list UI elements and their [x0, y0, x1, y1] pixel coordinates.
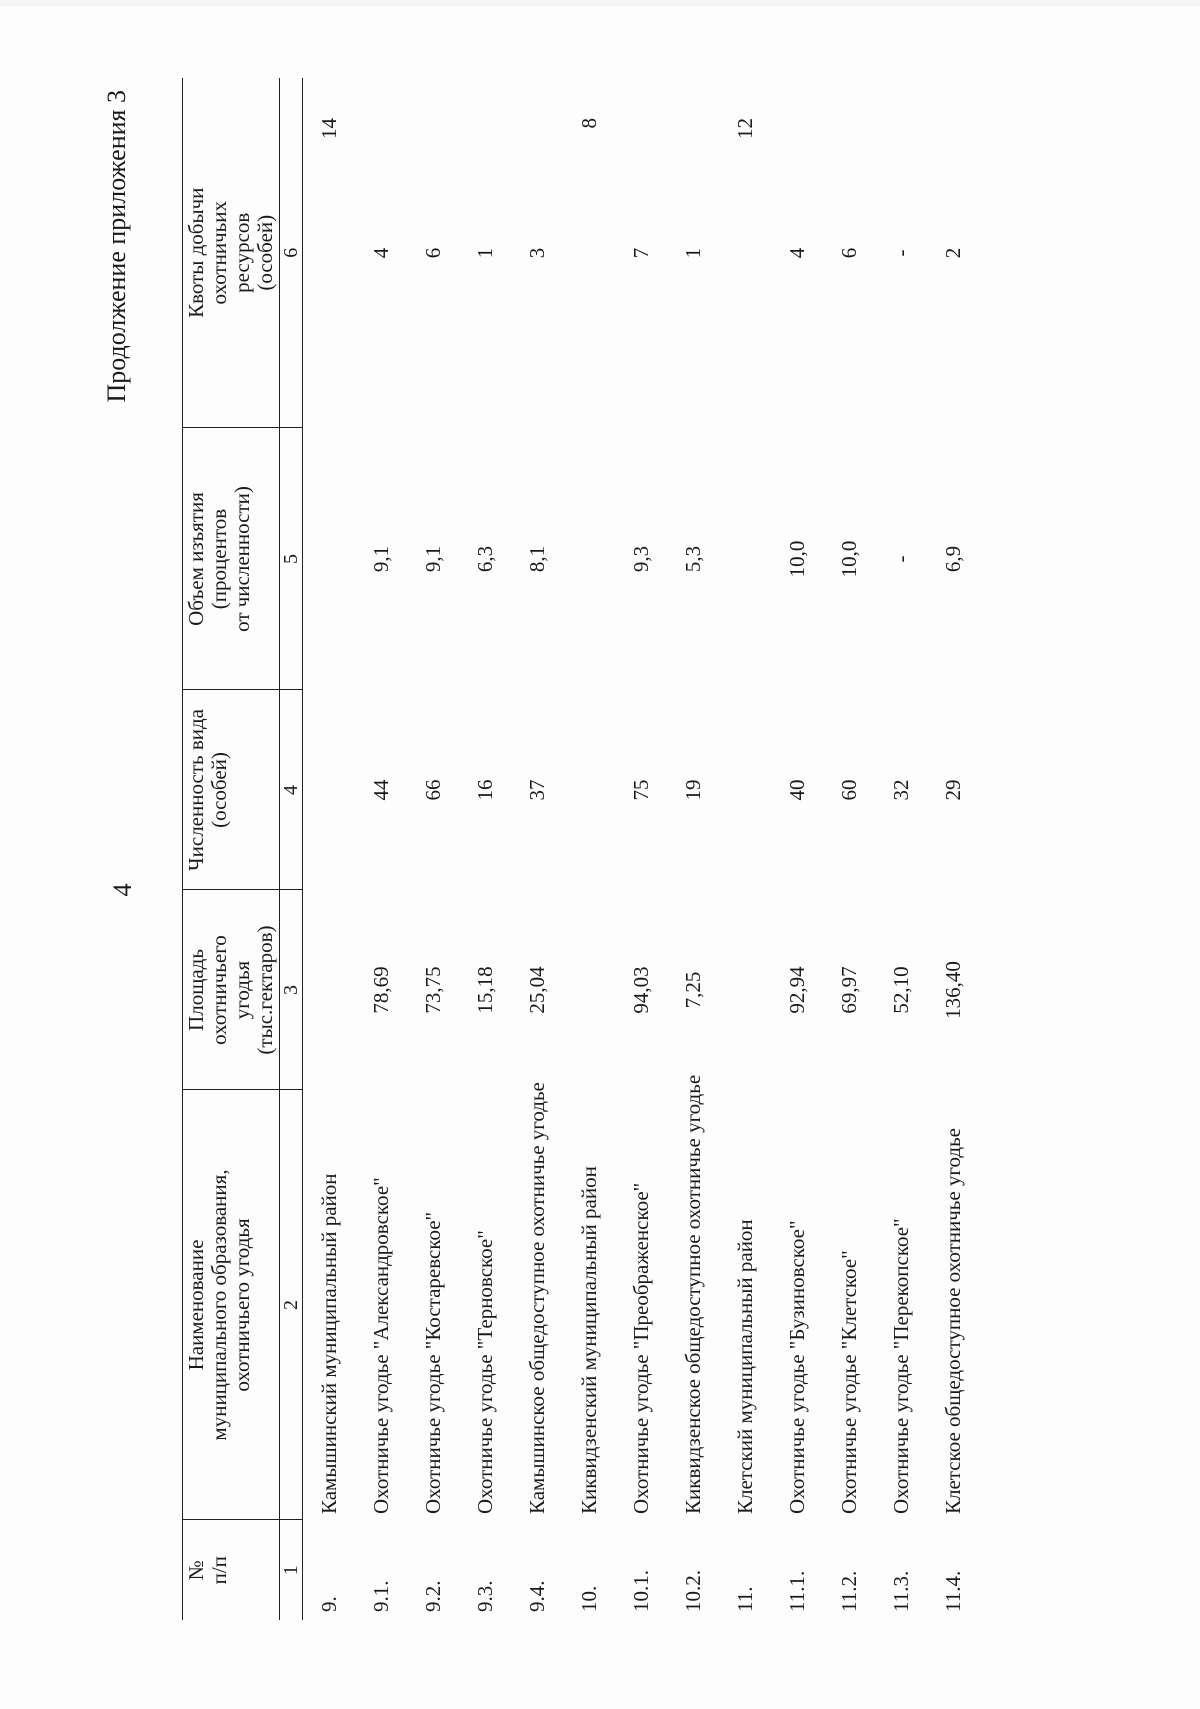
- row-quota-cell: 4: [368, 247, 393, 259]
- row-count-cell: [303, 690, 356, 890]
- row-quota-cell: 8: [576, 118, 601, 129]
- row-quota-cell: 1: [680, 247, 705, 259]
- row-number-cell: 11.4.: [940, 1570, 965, 1612]
- table-row: [407, 78, 459, 1620]
- row-count-cell: 40: [784, 779, 809, 801]
- row-quota-cell: 6: [420, 247, 445, 259]
- row-percent-cell: 10,0: [784, 540, 809, 578]
- row-name-cell: Клетское общедоступное охотничье угодье: [940, 1128, 965, 1514]
- row-number-cell: 9.1.: [368, 1580, 393, 1612]
- row-quota-cell: 7: [628, 247, 653, 259]
- row-quota-cell: 6: [836, 247, 861, 259]
- row-area-cell: 52,10: [888, 966, 913, 1014]
- row-area-cell: 7,25: [680, 971, 705, 1009]
- column-number: 3: [280, 890, 303, 1090]
- header-count: Численность вида (особей): [183, 690, 280, 890]
- row-name-cell: Клетский муниципальный район: [732, 1219, 757, 1514]
- row-name-cell: Охотничье угодье "Преображенское": [628, 1182, 653, 1514]
- table-row: [563, 78, 615, 1620]
- row-quota-cell: 14: [316, 118, 341, 139]
- table-row: [823, 78, 875, 1620]
- row-percent-cell: 9,1: [420, 545, 445, 573]
- row-count-cell: 60: [836, 779, 861, 801]
- row-name-cell: Охотничье угодье "Перекопское": [888, 1218, 913, 1514]
- row-number-cell: 11.: [732, 1586, 757, 1612]
- rotated-content: [100, 50, 1100, 1650]
- row-number-cell: 10.2.: [680, 1570, 705, 1612]
- row-name-cell: Охотничье угодье "Клетское": [836, 1250, 861, 1514]
- row-percent-cell: 9,1: [368, 545, 393, 573]
- row-name-cell: Киквидзенское общедоступное охотничье угодье: [680, 1074, 705, 1514]
- row-area-cell: 69,97: [836, 966, 861, 1014]
- row-area-cell: 73,75: [420, 966, 445, 1014]
- row-number-cell: 11.1.: [784, 1570, 809, 1612]
- row-quota-cell: 2: [940, 247, 965, 259]
- row-number-cell: 10.: [576, 1585, 601, 1612]
- header-name: Наименование муниципального образования, охотничьего угодья: [183, 1090, 280, 1520]
- row-percent-cell: 6,9: [940, 545, 965, 573]
- row-count-cell: 32: [888, 779, 913, 801]
- row-number-cell: 11.3.: [888, 1570, 913, 1612]
- scan-edge: [0, 0, 1200, 6]
- row-area-cell: [303, 890, 356, 1090]
- row-percent-cell: 6,3: [472, 545, 497, 573]
- row-count-cell: 66: [420, 779, 445, 801]
- row-area-cell: 25,04: [524, 966, 549, 1014]
- table-row: [303, 78, 356, 1620]
- row-area-cell: 15,18: [472, 966, 497, 1014]
- row-percent-cell: 9,3: [628, 545, 653, 573]
- row-percent-cell: [563, 428, 615, 690]
- column-number: 4: [280, 690, 303, 890]
- row-count-cell: 16: [472, 779, 497, 801]
- row-quota-cell: 3: [524, 247, 549, 259]
- quota-table: [182, 78, 979, 1620]
- table-row: [875, 78, 927, 1620]
- row-name-cell: Камышинское общедоступное охотничье угодье: [524, 1082, 549, 1514]
- row-area-cell: 94,03: [628, 966, 653, 1014]
- row-count-cell: 29: [940, 779, 965, 801]
- row-count-cell: [563, 690, 615, 890]
- column-number-row: [280, 78, 303, 1620]
- row-name-cell: Охотничье угодье "Костаревское": [420, 1211, 445, 1514]
- row-name-cell: Охотничье угодье "Александровское": [368, 1177, 393, 1514]
- table-row: [615, 78, 667, 1620]
- appendix-continuation-note: Продолжение приложения 3: [102, 90, 131, 403]
- row-number-cell: 10.1.: [628, 1570, 653, 1612]
- header-percent: Объем изъятия (процентов от численности): [183, 428, 280, 690]
- row-quota-cell: 4: [784, 247, 809, 259]
- table-header-row: [183, 78, 280, 1620]
- table-row: [459, 78, 511, 1620]
- row-area-cell: 92,94: [784, 966, 809, 1014]
- row-number-cell: 9.: [316, 1596, 341, 1612]
- row-number-cell: 9.3.: [472, 1580, 497, 1612]
- row-quota-cell: 12: [732, 118, 757, 139]
- row-number-cell: 9.4.: [524, 1580, 549, 1612]
- row-percent-cell: 5,3: [680, 545, 705, 573]
- column-number: 5: [280, 428, 303, 690]
- page-number: 4: [108, 883, 137, 897]
- row-area-cell: 78,69: [368, 966, 393, 1014]
- table-row: [667, 78, 719, 1620]
- row-count-cell: 75: [628, 779, 653, 801]
- row-count-cell: 37: [524, 779, 549, 801]
- column-number: 1: [280, 1520, 303, 1620]
- row-count-cell: 44: [368, 779, 393, 801]
- column-number: 2: [280, 1090, 303, 1520]
- header-quota: Квоты добычи охотничьих ресурсов (особей): [183, 78, 280, 428]
- row-number-cell: 9.2.: [420, 1580, 445, 1612]
- row-name-cell: Камышинский муниципальный район: [316, 1173, 341, 1514]
- row-name-cell: Охотничье угодье "Терновское": [472, 1230, 497, 1514]
- row-percent-cell: -: [888, 555, 913, 563]
- header-number: № п/п: [183, 1520, 280, 1620]
- table-row: [355, 78, 407, 1620]
- column-number: 6: [280, 78, 303, 428]
- row-quota-cell: 1: [472, 247, 497, 259]
- table-body: [303, 78, 980, 1620]
- row-percent-cell: [303, 428, 356, 690]
- table-row: [771, 78, 823, 1620]
- row-percent-cell: 10,0: [836, 540, 861, 578]
- row-count-cell: 19: [680, 779, 705, 801]
- row-area-cell: [563, 890, 615, 1090]
- row-count-cell: [719, 690, 771, 890]
- row-number-cell: 11.2.: [836, 1570, 861, 1612]
- row-percent-cell: 8,1: [524, 545, 549, 573]
- row-name-cell: Охотничье угодье "Бузиновское": [784, 1220, 809, 1514]
- table-row: [511, 78, 563, 1620]
- row-area-cell: 136,40: [940, 961, 965, 1019]
- table-row: [719, 78, 771, 1620]
- table-row: [927, 78, 979, 1620]
- row-percent-cell: [719, 428, 771, 690]
- header-area: Площадь охотничьего угодья (тыс.гектаров): [183, 890, 280, 1090]
- row-name-cell: Киквидзенский муниципальный район: [576, 1166, 601, 1514]
- row-area-cell: [719, 890, 771, 1090]
- row-quota-cell: -: [888, 249, 913, 257]
